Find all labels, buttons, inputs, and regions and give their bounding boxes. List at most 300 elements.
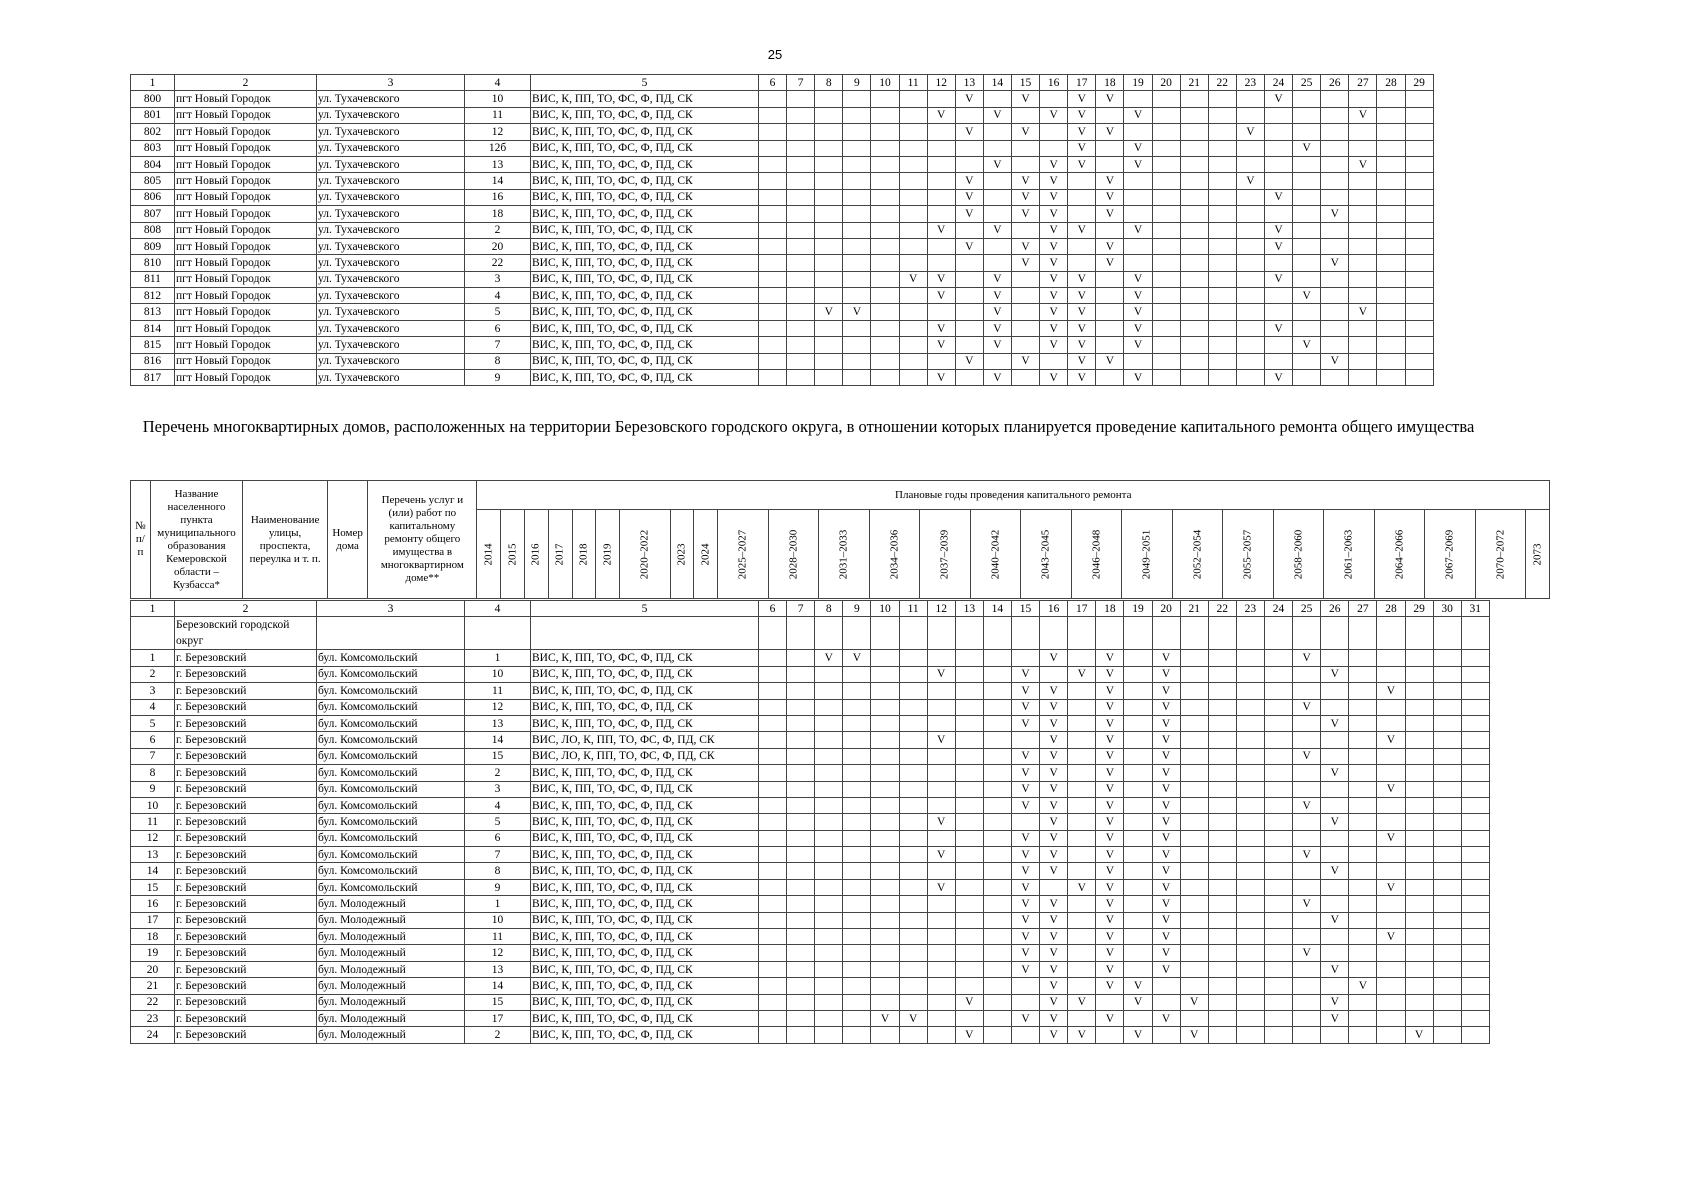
year-mark: V xyxy=(1011,912,1039,928)
year-cell xyxy=(1124,896,1152,912)
settlement-cell: г. Березовский xyxy=(175,1027,317,1043)
year-cell xyxy=(843,1027,871,1043)
year-cell xyxy=(1208,189,1236,205)
year-mark: V xyxy=(1011,781,1039,797)
year-mark: V xyxy=(1011,353,1039,369)
year-cell xyxy=(1349,748,1377,764)
year-mark: V xyxy=(1124,222,1152,238)
year-mark: V xyxy=(815,304,843,320)
year-cell xyxy=(1293,353,1321,369)
table-row xyxy=(131,732,1490,748)
empty-cell xyxy=(871,617,899,650)
year-mark: V xyxy=(1096,683,1124,699)
street-cell: бул. Комсомольский xyxy=(317,715,465,731)
row-number: 809 xyxy=(131,238,175,254)
year-cell xyxy=(927,961,955,977)
year-cell xyxy=(843,238,871,254)
year-cell xyxy=(815,206,843,222)
year-cell xyxy=(1124,847,1152,863)
column-index: 9 xyxy=(843,601,871,617)
year-cell xyxy=(1236,353,1264,369)
year-cell xyxy=(983,91,1011,107)
year-cell xyxy=(955,320,983,336)
empty-cell xyxy=(1208,617,1236,650)
works-cell: ВИС, К, ПП, ТО, ФС, Ф, ПД, СК xyxy=(531,107,759,123)
year-cell xyxy=(787,994,815,1010)
year-cell xyxy=(759,304,787,320)
year-cell xyxy=(1208,255,1236,271)
year-cell xyxy=(815,929,843,945)
table-row xyxy=(131,189,1434,205)
year-cell xyxy=(1152,140,1180,156)
empty-cell xyxy=(1377,617,1405,650)
year-cell xyxy=(955,683,983,699)
year-cell xyxy=(815,255,843,271)
year-cell xyxy=(1293,222,1321,238)
street-cell: бул. Комсомольский xyxy=(317,666,465,682)
house-cell: 16 xyxy=(465,189,531,205)
column-index: 17 xyxy=(1068,601,1096,617)
settlement-cell: г. Березовский xyxy=(175,879,317,895)
year-cell xyxy=(1208,337,1236,353)
settlement-cell: пгт Новый Городок xyxy=(175,353,317,369)
year-cell xyxy=(955,945,983,961)
year-cell xyxy=(1208,1027,1236,1043)
table-row xyxy=(131,91,1434,107)
year-cell xyxy=(759,863,787,879)
year-cell xyxy=(1124,863,1152,879)
year-cell xyxy=(1011,814,1039,830)
year-cell xyxy=(787,222,815,238)
year-mark: V xyxy=(1152,847,1180,863)
year-mark: V xyxy=(1096,797,1124,813)
year-cell xyxy=(927,304,955,320)
year-cell xyxy=(1405,781,1433,797)
year-cell xyxy=(955,912,983,928)
year-cell xyxy=(927,715,955,731)
year-cell xyxy=(955,847,983,863)
year-cell xyxy=(1011,994,1039,1010)
year-cell xyxy=(759,271,787,287)
year-cell xyxy=(759,961,787,977)
year-cell xyxy=(927,896,955,912)
year-cell xyxy=(1405,288,1433,304)
year-cell xyxy=(927,748,955,764)
street-cell: бул. Комсомольский xyxy=(317,781,465,797)
row-number: 12 xyxy=(131,830,175,846)
row-number: 19 xyxy=(131,945,175,961)
year-cell xyxy=(1405,320,1433,336)
year-cell xyxy=(815,156,843,172)
table-row xyxy=(131,912,1490,928)
house-cell: 2 xyxy=(465,1027,531,1043)
column-index: 20 xyxy=(1152,601,1180,617)
empty-cell xyxy=(1321,617,1349,650)
year-cell xyxy=(815,830,843,846)
year-mark: V xyxy=(1068,156,1096,172)
year-cell xyxy=(1180,961,1208,977)
column-index: 5 xyxy=(531,75,759,91)
year-cell xyxy=(1377,255,1405,271)
year-cell xyxy=(899,91,927,107)
year-mark: V xyxy=(1264,91,1292,107)
year-cell xyxy=(899,781,927,797)
house-cell: 11 xyxy=(465,683,531,699)
year-cell xyxy=(1180,978,1208,994)
year-cell xyxy=(871,140,899,156)
year-cell xyxy=(1208,222,1236,238)
column-index: 13 xyxy=(955,75,983,91)
year-cell xyxy=(927,124,955,140)
year-cell xyxy=(1293,320,1321,336)
house-cell: 7 xyxy=(465,337,531,353)
year-cell xyxy=(955,140,983,156)
year-mark: V xyxy=(927,271,955,287)
year-cell xyxy=(759,650,787,666)
year-mark: V xyxy=(1152,896,1180,912)
year-cell xyxy=(899,715,927,731)
year-mark: V xyxy=(955,173,983,189)
year-cell xyxy=(1208,732,1236,748)
year-cell xyxy=(1152,1027,1180,1043)
index-row xyxy=(131,601,1490,617)
year-cell xyxy=(815,896,843,912)
works-cell: ВИС, ЛО, К, ПП, ТО, ФС, Ф, ПД, СК xyxy=(531,732,759,748)
street-cell: бул. Комсомольский xyxy=(317,683,465,699)
year-cell xyxy=(1349,814,1377,830)
year-cell xyxy=(787,337,815,353)
year-cell xyxy=(1321,140,1349,156)
street-cell: ул. Тухачевского xyxy=(317,140,465,156)
year-cell xyxy=(1321,699,1349,715)
table-row xyxy=(131,978,1490,994)
year-cell xyxy=(1293,863,1321,879)
year-cell xyxy=(1377,797,1405,813)
year-cell xyxy=(1180,255,1208,271)
year-mark: V xyxy=(1068,337,1096,353)
empty-cell xyxy=(465,617,531,650)
year-mark: V xyxy=(1011,173,1039,189)
works-cell: ВИС, К, ПП, ТО, ФС, Ф, ПД, СК xyxy=(531,929,759,945)
year-cell xyxy=(1321,91,1349,107)
year-cell xyxy=(759,847,787,863)
year-cell xyxy=(843,206,871,222)
works-cell: ВИС, К, ПП, ТО, ФС, Ф, ПД, СК xyxy=(531,683,759,699)
year-cell xyxy=(1405,353,1433,369)
year-mark: V xyxy=(1068,879,1096,895)
year-header xyxy=(1475,510,1526,599)
column-index: 11 xyxy=(899,75,927,91)
empty-cell xyxy=(1096,617,1124,650)
year-mark: V xyxy=(1405,1027,1433,1043)
settlement-cell: пгт Новый Городок xyxy=(175,156,317,172)
settlement-cell: г. Березовский xyxy=(175,748,317,764)
year-mark: V xyxy=(1321,765,1349,781)
table-row xyxy=(131,255,1434,271)
year-cell xyxy=(1264,353,1292,369)
year-cell xyxy=(1433,781,1461,797)
table-row xyxy=(131,945,1490,961)
year-cell xyxy=(899,1027,927,1043)
year-cell xyxy=(955,304,983,320)
street-cell: ул. Тухачевского xyxy=(317,271,465,287)
column-index: 28 xyxy=(1377,601,1405,617)
street-cell: бул. Молодежный xyxy=(317,945,465,961)
year-cell xyxy=(787,814,815,830)
year-mark: V xyxy=(1068,222,1096,238)
year-cell xyxy=(1124,732,1152,748)
year-cell xyxy=(899,370,927,386)
row-number: 24 xyxy=(131,1027,175,1043)
year-cell xyxy=(899,666,927,682)
column-index: 15 xyxy=(1011,601,1039,617)
year-mark: V xyxy=(1152,879,1180,895)
year-cell xyxy=(1236,765,1264,781)
year-cell xyxy=(815,353,843,369)
year-mark: V xyxy=(1011,189,1039,205)
year-cell xyxy=(899,304,927,320)
year-cell xyxy=(1293,107,1321,123)
empty-cell xyxy=(1068,617,1096,650)
house-cell: 8 xyxy=(465,863,531,879)
column-index: 1 xyxy=(131,601,175,617)
works-cell: ВИС, К, ПП, ТО, ФС, Ф, ПД, СК xyxy=(531,961,759,977)
year-header xyxy=(1223,510,1274,599)
year-cell xyxy=(1293,189,1321,205)
house-cell: 18 xyxy=(465,206,531,222)
year-cell xyxy=(1068,978,1096,994)
year-cell xyxy=(899,994,927,1010)
year-cell xyxy=(1180,748,1208,764)
year-cell xyxy=(871,370,899,386)
year-cell xyxy=(1180,353,1208,369)
year-label: 2040–2042 xyxy=(988,529,1001,579)
year-cell xyxy=(843,781,871,797)
year-mark: V xyxy=(1040,683,1068,699)
works-cell: ВИС, К, ПП, ТО, ФС, Ф, ПД, СК xyxy=(531,1027,759,1043)
year-cell xyxy=(1096,140,1124,156)
house-cell: 12 xyxy=(465,945,531,961)
year-mark: V xyxy=(1011,91,1039,107)
year-cell xyxy=(759,370,787,386)
year-mark: V xyxy=(1096,666,1124,682)
year-cell xyxy=(1236,830,1264,846)
year-cell xyxy=(871,765,899,781)
year-cell xyxy=(955,650,983,666)
year-cell xyxy=(1124,699,1152,715)
year-cell xyxy=(1236,699,1264,715)
year-cell xyxy=(1208,912,1236,928)
year-cell xyxy=(1377,650,1405,666)
empty-cell xyxy=(531,617,759,650)
street-cell: ул. Тухачевского xyxy=(317,91,465,107)
column-index: 12 xyxy=(927,601,955,617)
year-cell xyxy=(1433,732,1461,748)
year-header xyxy=(869,510,920,599)
year-cell xyxy=(1349,337,1377,353)
year-cell xyxy=(927,978,955,994)
column-index: 26 xyxy=(1321,601,1349,617)
year-cell xyxy=(1405,863,1433,879)
year-cell xyxy=(787,715,815,731)
year-cell xyxy=(927,994,955,1010)
year-cell xyxy=(927,830,955,846)
year-cell xyxy=(787,748,815,764)
street-cell: ул. Тухачевского xyxy=(317,337,465,353)
year-cell xyxy=(1208,715,1236,731)
year-cell xyxy=(1236,863,1264,879)
year-cell xyxy=(787,288,815,304)
row-number: 10 xyxy=(131,797,175,813)
year-mark: V xyxy=(1152,748,1180,764)
year-mark: V xyxy=(927,320,955,336)
settlement-cell: пгт Новый Городок xyxy=(175,189,317,205)
year-cell xyxy=(899,879,927,895)
year-cell xyxy=(1377,1027,1405,1043)
year-mark: V xyxy=(1152,781,1180,797)
year-cell xyxy=(1264,929,1292,945)
year-cell xyxy=(1461,847,1489,863)
year-cell xyxy=(1461,945,1489,961)
year-mark: V xyxy=(1293,748,1321,764)
year-cell xyxy=(1208,929,1236,945)
year-cell xyxy=(871,797,899,813)
year-cell xyxy=(787,929,815,945)
year-cell xyxy=(787,156,815,172)
settlement-cell: г. Березовский xyxy=(175,650,317,666)
year-mark: V xyxy=(1096,353,1124,369)
empty-cell xyxy=(317,617,465,650)
year-cell xyxy=(1264,124,1292,140)
year-cell xyxy=(1349,353,1377,369)
year-cell xyxy=(983,173,1011,189)
year-cell xyxy=(787,271,815,287)
year-cell xyxy=(1349,732,1377,748)
table-row xyxy=(131,929,1490,945)
table-row xyxy=(131,879,1490,895)
year-cell xyxy=(1349,370,1377,386)
year-cell xyxy=(1433,715,1461,731)
settlement-cell: г. Березовский xyxy=(175,699,317,715)
works-cell: ВИС, К, ПП, ТО, ФС, Ф, ПД, СК xyxy=(531,304,759,320)
column-index: 31 xyxy=(1461,601,1489,617)
table-row xyxy=(131,271,1434,287)
year-cell xyxy=(1236,732,1264,748)
year-mark: V xyxy=(983,337,1011,353)
year-cell xyxy=(1124,797,1152,813)
year-cell xyxy=(1377,945,1405,961)
year-cell xyxy=(1321,304,1349,320)
year-mark: V xyxy=(1293,140,1321,156)
year-mark: V xyxy=(815,650,843,666)
column-index: 18 xyxy=(1096,75,1124,91)
year-mark: V xyxy=(1321,1010,1349,1026)
year-cell xyxy=(983,140,1011,156)
house-cell: 15 xyxy=(465,994,531,1010)
year-cell xyxy=(1405,683,1433,699)
year-cell xyxy=(815,189,843,205)
year-mark: V xyxy=(1011,896,1039,912)
works-cell: ВИС, К, ПП, ТО, ФС, Ф, ПД, СК xyxy=(531,189,759,205)
year-cell xyxy=(1293,124,1321,140)
street-cell: ул. Тухачевского xyxy=(317,255,465,271)
year-cell xyxy=(1152,238,1180,254)
year-cell xyxy=(843,173,871,189)
works-cell: ВИС, К, ПП, ТО, ФС, Ф, ПД, СК xyxy=(531,666,759,682)
year-mark: V xyxy=(1152,699,1180,715)
year-cell xyxy=(815,945,843,961)
year-cell xyxy=(1349,189,1377,205)
year-mark: V xyxy=(1068,288,1096,304)
year-cell xyxy=(1321,320,1349,336)
year-cell xyxy=(1208,107,1236,123)
year-cell xyxy=(1377,353,1405,369)
year-cell xyxy=(1321,337,1349,353)
column-index: 4 xyxy=(465,601,531,617)
table-row xyxy=(131,699,1490,715)
year-cell xyxy=(1068,255,1096,271)
year-cell xyxy=(1152,271,1180,287)
year-mark: V xyxy=(1293,699,1321,715)
year-cell xyxy=(899,896,927,912)
year-cell xyxy=(1236,715,1264,731)
row-number: 16 xyxy=(131,896,175,912)
row-number: 1 xyxy=(131,650,175,666)
year-mark: V xyxy=(1152,797,1180,813)
house-cell: 9 xyxy=(465,879,531,895)
house-cell: 15 xyxy=(465,748,531,764)
year-cell xyxy=(1152,173,1180,189)
year-mark: V xyxy=(1011,847,1039,863)
row-number: 801 xyxy=(131,107,175,123)
street-cell: бул. Молодежный xyxy=(317,978,465,994)
year-cell xyxy=(1377,124,1405,140)
year-cell xyxy=(1349,288,1377,304)
year-cell xyxy=(1208,320,1236,336)
empty-cell xyxy=(759,617,787,650)
year-cell xyxy=(1208,699,1236,715)
year-cell xyxy=(1405,337,1433,353)
year-cell xyxy=(1433,1010,1461,1026)
year-cell xyxy=(1377,699,1405,715)
year-cell xyxy=(759,830,787,846)
year-mark: V xyxy=(1096,206,1124,222)
year-cell xyxy=(899,797,927,813)
year-mark: V xyxy=(1040,945,1068,961)
year-cell xyxy=(843,797,871,813)
settlement-cell: г. Березовский xyxy=(175,896,317,912)
column-index: 14 xyxy=(983,75,1011,91)
row-number: 7 xyxy=(131,748,175,764)
year-mark: V xyxy=(1293,847,1321,863)
year-cell xyxy=(1377,288,1405,304)
year-cell xyxy=(871,271,899,287)
year-cell xyxy=(815,288,843,304)
settlement-cell: г. Березовский xyxy=(175,961,317,977)
year-cell xyxy=(1124,650,1152,666)
year-cell xyxy=(759,189,787,205)
row-number: 810 xyxy=(131,255,175,271)
year-label: 2015 xyxy=(506,543,519,565)
empty-cell xyxy=(1433,617,1461,650)
year-cell xyxy=(1124,91,1152,107)
year-cell xyxy=(871,206,899,222)
year-mark: V xyxy=(1152,765,1180,781)
year-cell xyxy=(843,189,871,205)
house-cell: 5 xyxy=(465,814,531,830)
group-name: Березовский городской округ xyxy=(175,617,317,650)
settlement-cell: г. Березовский xyxy=(175,781,317,797)
